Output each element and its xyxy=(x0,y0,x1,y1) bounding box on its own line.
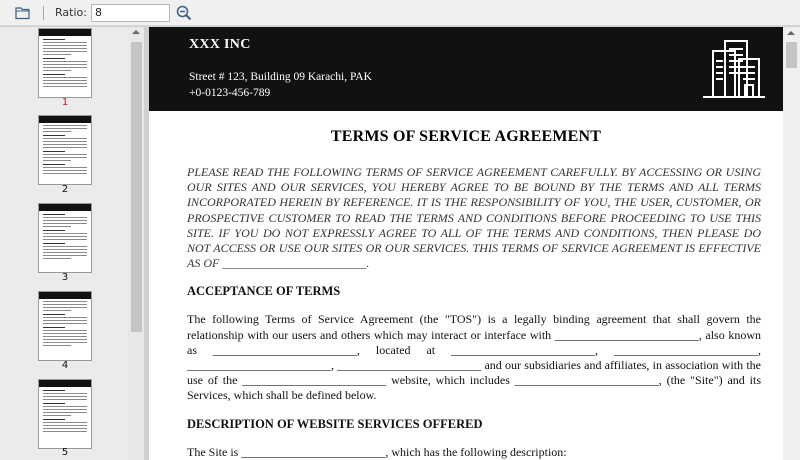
section-heading-services: DESCRIPTION OF WEBSITE SERVICES OFFERED xyxy=(187,416,483,431)
page-thumbnail-2[interactable] xyxy=(38,115,92,185)
document-scroll-thumb[interactable] xyxy=(786,42,797,68)
scroll-up-arrow-icon[interactable] xyxy=(787,31,795,35)
page-thumbnail-5[interactable] xyxy=(38,379,92,449)
section-heading-acceptance: ACCEPTANCE OF TERMS xyxy=(187,284,341,299)
services-paragraph: The Site is ________________________, which has the following description: xyxy=(187,444,567,459)
thumbnail-scroll-thumb[interactable] xyxy=(131,42,142,332)
page-number-5: 5 xyxy=(61,447,69,458)
company-address: Street # 123, Building 09 Karachi, PAK xyxy=(189,71,372,83)
document-viewer xyxy=(146,27,800,460)
page-thumbnail-4[interactable] xyxy=(38,291,92,361)
thumbnail-panel xyxy=(0,27,145,460)
letterhead xyxy=(149,27,783,111)
toolbar xyxy=(0,0,800,26)
document-title: TERMS OF SERVICE AGREEMENT xyxy=(330,128,602,145)
zoom-out-button[interactable] xyxy=(173,3,195,23)
document-scrollbar[interactable] xyxy=(783,27,800,460)
company-name: XXX INC xyxy=(189,37,251,52)
page-number-2: 2 xyxy=(61,184,69,195)
page-number-4: 4 xyxy=(61,360,69,371)
open-file-button[interactable] xyxy=(12,3,34,23)
document-page xyxy=(149,27,783,460)
toolbar-separator xyxy=(43,6,44,20)
page-number-1: 1 xyxy=(61,97,69,108)
page-thumbnail-3[interactable] xyxy=(38,203,92,273)
page-thumbnail-1[interactable] xyxy=(38,28,92,98)
office-building-icon xyxy=(701,37,767,99)
acceptance-paragraph: The following Terms of Service Agreement (the "TOS") is a legally binding agreement that shall govern the relationship with our users and others which may interact or interface with ________________________, also known as ________________________, located at ________________________, ________________________, ________________________, ________________________ and our subsidiaries and affiliates, in association with the use of the ________________________ website, which includes ________________________, (the "Site") and its Services, which shall be defined below. xyxy=(187,312,761,403)
ratio-input[interactable] xyxy=(91,4,170,22)
intro-paragraph: PLEASE READ THE FOLLOWING TERMS OF SERVICE AGREEMENT CAREFULLY. BY ACCESSING OR USING OUR SITES AND OUR SERVICES, YOU HEREBY AGREE TO BE BOUND BY THE TERMS AND ALL TERMS INCORPORATED HEREIN BY REFERENCE. IT IS THE RESPONSIBILITY OF YOU, THE USER, CUSTOMER, OR PROSPECTIVE CUSTOMER TO READ THE TERMS AND CONDITIONS BEFORE PROCEEDING TO USE THIS SITE. IF YOU DO NOT EXPRESSLY AGREE TO ALL OF THE TERMS AND CONDITIONS, THEN PLEASE DO NOT ACCESS OR USE OUR SITES OR OUR SERVICES. THIS TERMS OF SERVICE AGREEMENT IS EFFECTIVE AS OF ________________________. xyxy=(187,165,761,271)
page-number-3: 3 xyxy=(61,272,69,283)
scroll-up-arrow-icon[interactable] xyxy=(132,30,140,34)
thumbnail-scrollbar[interactable] xyxy=(128,27,145,460)
document-body xyxy=(149,165,783,460)
zoom-out-icon xyxy=(176,5,192,21)
ratio-label: Ratio: xyxy=(55,6,87,19)
folder-open-icon xyxy=(15,6,31,20)
company-phone: +0-0123-456-789 xyxy=(189,87,271,99)
